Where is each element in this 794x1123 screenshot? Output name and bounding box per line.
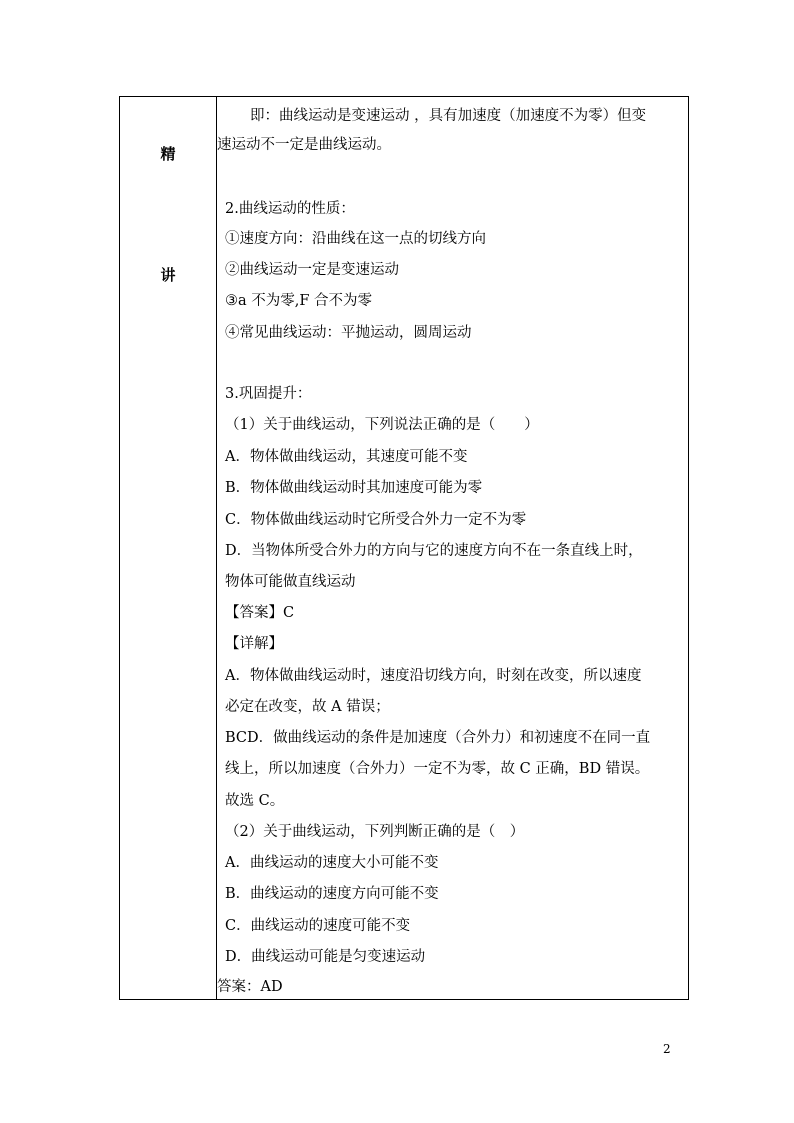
question-1-option-d-line-1: D．当物体所受合外力的方向与它的速度方向不在一条直线上时， — [225, 543, 643, 559]
question-1-explain-line-5: 故选 C。 — [225, 793, 285, 809]
question-2-option-c: C．曲线运动的速度可能不变 — [225, 918, 411, 934]
question-1-explain-line-3: BCD．做曲线运动的条件是加速度（合外力）和初速度不在同一直 — [225, 730, 651, 746]
question-2-answer: 答案：AD — [217, 979, 283, 995]
question-1: （1）关于曲线运动，下列说法正确的是（ ） — [225, 417, 539, 433]
question-2-option-b: B．曲线运动的速度方向可能不变 — [225, 886, 439, 902]
question-1-explain-line-4: 线上，所以加速度（合外力）一定不为零，故 C 正确，BD 错误。 — [225, 761, 650, 777]
question-1-answer: 【答案】C — [225, 605, 295, 621]
consolidate-title: 3.巩固提升： — [225, 386, 312, 402]
content-table — [119, 96, 689, 1000]
nature-item-1: ①速度方向：沿曲线在这一点的切线方向 — [225, 231, 486, 247]
question-2-option-a: A．曲线运动的速度大小可能不变 — [225, 855, 439, 871]
page-number: 2 — [663, 1042, 671, 1056]
question-1-option-c: C．物体做曲线运动时它所受合外力一定不为零 — [225, 512, 527, 528]
question-1-explain-line-2: 必定在改变，故 A 错误； — [225, 699, 390, 715]
question-1-option-b: B．物体做曲线运动时其加速度可能为零 — [225, 480, 483, 496]
nature-title: 2.曲线运动的性质： — [225, 201, 355, 217]
question-1-option-a: A．物体做曲线运动，其速度可能不变 — [225, 449, 468, 465]
side-label-jiang: 讲 — [160, 266, 176, 284]
nature-item-4: ④常见曲线运动：平抛运动，圆周运动 — [225, 325, 472, 341]
nature-item-3: ③a 不为零,F 合不为零 — [225, 293, 373, 309]
question-1-explain-line-1: A．物体做曲线运动时，速度沿切线方向，时刻在改变，所以速度 — [225, 668, 642, 684]
question-2-option-d: D．曲线运动可能是匀变速运动 — [225, 949, 426, 965]
question-1-option-d-line-2: 物体可能做直线运动 — [225, 574, 356, 590]
question-2: （2）关于曲线运动，下列判断正确的是（ ） — [225, 824, 525, 840]
nature-item-2: ②曲线运动一定是变速运动 — [225, 262, 399, 278]
intro-line-2: 速运动不一定是曲线运动。 — [217, 137, 391, 153]
intro-line-1: 即：曲线运动是变速运动 ，具有加速度（加速度不为零）但变 — [250, 108, 647, 124]
question-1-explain-title: 【详解】 — [225, 636, 283, 652]
side-label-jing: 精 — [160, 145, 176, 163]
